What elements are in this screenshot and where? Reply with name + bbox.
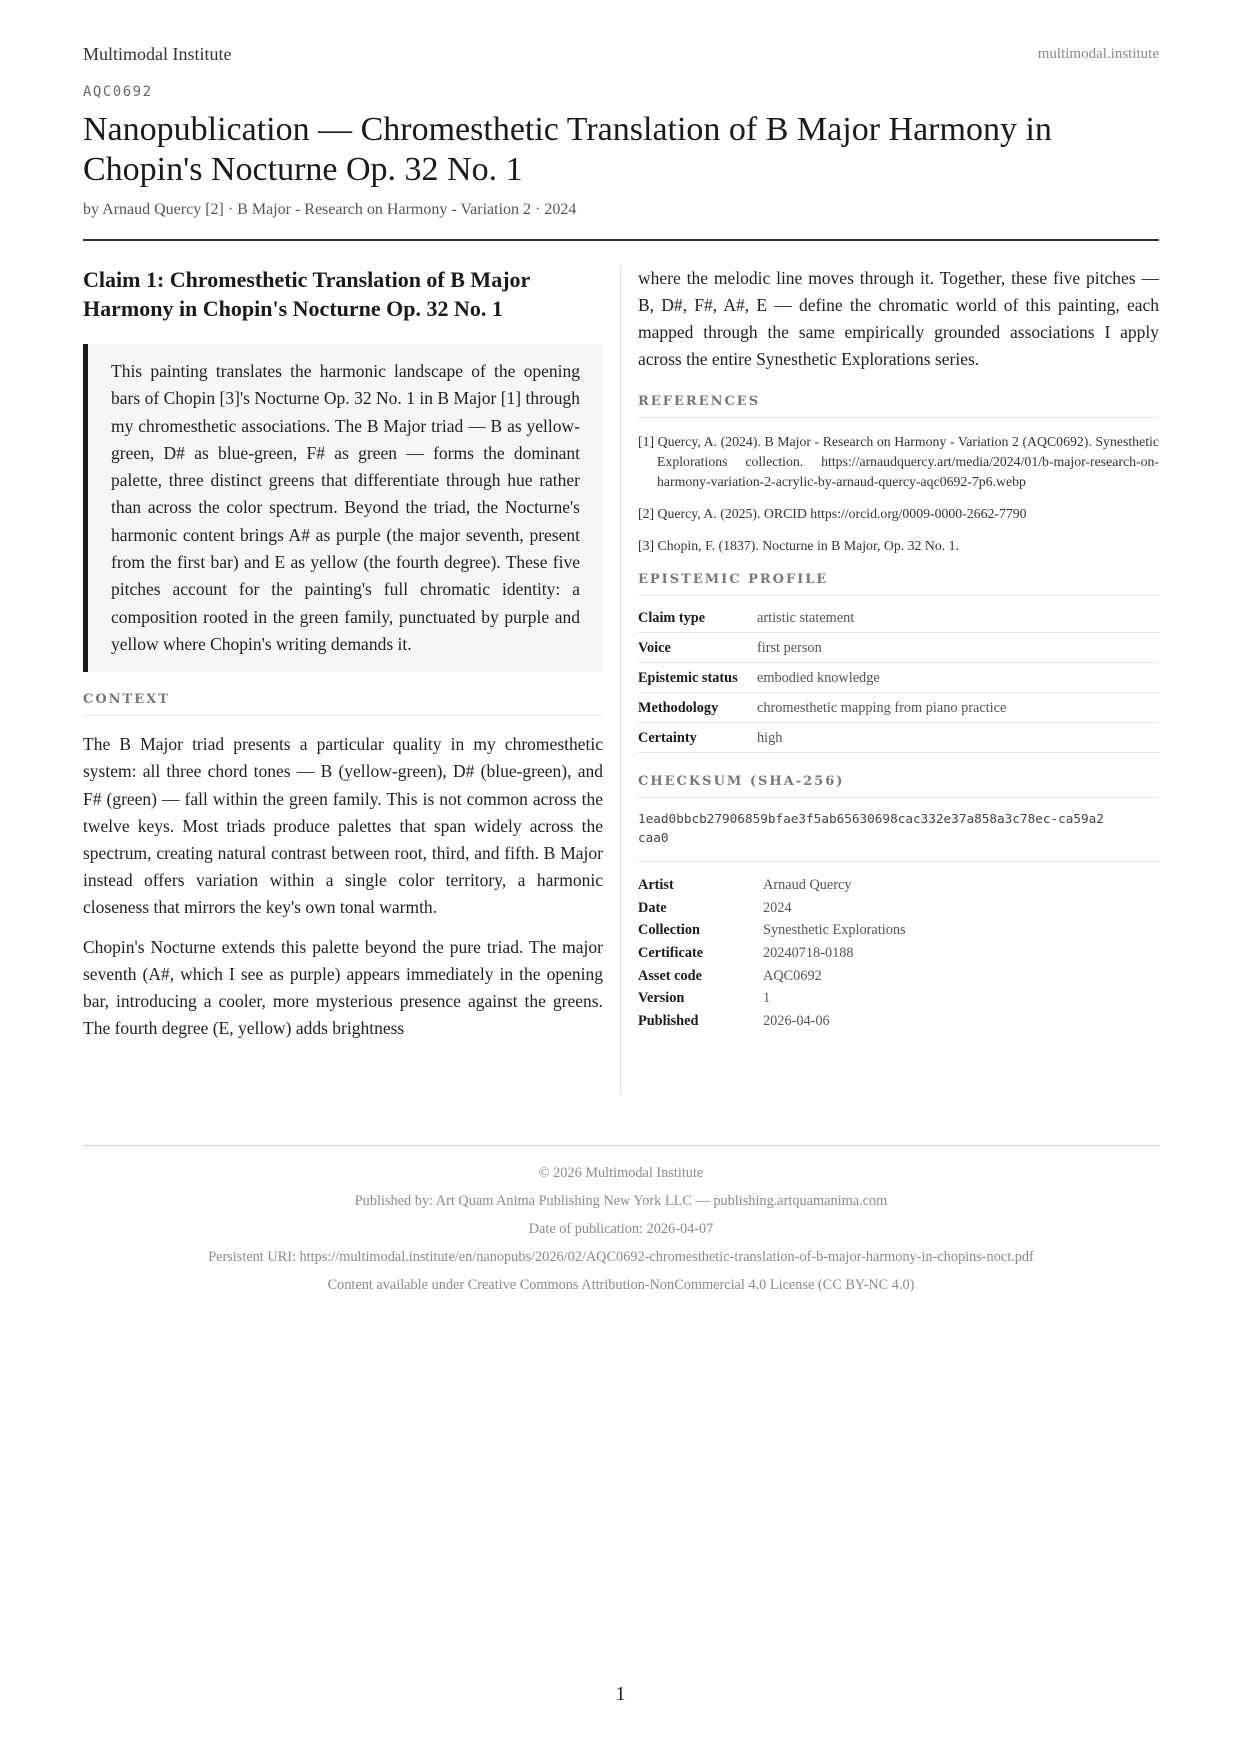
checksum-value: 1ead0bbcb27906859bfae3f5ab65630698cac332e37a858a3c78ec-ca59a2caa0 xyxy=(638,811,1104,845)
metadata-list xyxy=(638,877,1159,1036)
references-list xyxy=(638,432,1159,556)
metadata-value: Arnaud Quercy xyxy=(763,877,852,893)
footer-publication-date: Date of publication: 2026-04-07 xyxy=(528,1221,714,1237)
table-row xyxy=(638,663,1159,693)
metadata-row xyxy=(638,990,1159,1013)
metadata-row xyxy=(638,922,1159,945)
metadata-key: Collection xyxy=(638,922,700,939)
reference-item[interactable]: [2] Quercy, A. (2025). ORCID https://orcid.org/0009-0000-2662-7790 xyxy=(638,506,1027,521)
page-header xyxy=(83,44,1159,68)
metadata-divider xyxy=(638,861,1159,862)
table-row xyxy=(638,633,1159,663)
brand-name: Multimodal Institute xyxy=(83,44,232,64)
metadata-row xyxy=(638,1013,1159,1036)
context-paragraph-2-continued: where the melodic line moves through it. Together, these five pitches — B, D#, F#, A#, E — define the chromatic world of this painting, each mapped through the same empirically grounded associations I apply across the entire Synesthetic Explorations series. xyxy=(638,268,1159,369)
metadata-value: 20240718-0188 xyxy=(763,945,854,962)
checksum-heading: CHECKSUM (SHA-256) xyxy=(638,774,1159,798)
metadata-value: Synesthetic Explorations xyxy=(763,922,906,939)
claim-title: Claim 1: Chromesthetic Translation of B Major Harmony in Chopin's Nocturne Op. 32 No. 1 xyxy=(83,267,530,321)
metadata-value: 2026-04-06 xyxy=(763,1013,830,1030)
claim-blockquote xyxy=(83,344,603,672)
epistemic-value: artistic statement xyxy=(757,603,1159,633)
reference-item[interactable]: [1] Quercy, A. (2024). B Major - Research on Harmony - Variation 2 (AQC0692). Synesthetic Explorations collection. https://arnaudquercy.art/media/2024/01/b-major-research-on-harmony-variation-2-acrylic-by-arnaud-quercy-aqc0692-7p6.webp xyxy=(638,434,1159,489)
footer-license: Content available under Creative Commons Attribution-NonCommercial 4.0 License (CC BY-NC 4.0) xyxy=(327,1277,915,1293)
footer-copyright: © 2026 Multimodal Institute xyxy=(538,1165,704,1181)
metadata-value: AQC0692 xyxy=(763,967,822,984)
column-divider xyxy=(620,265,621,1095)
metadata-row xyxy=(638,877,1159,900)
metadata-row xyxy=(638,900,1159,923)
metadata-key: Version xyxy=(638,990,685,1007)
context-heading: CONTEXT xyxy=(83,692,603,716)
metadata-value: 1 xyxy=(763,990,771,1007)
metadata-key: Published xyxy=(638,1013,699,1030)
table-row xyxy=(638,603,1159,633)
context-paragraph-2: Chopin's Nocturne extends this palette beyond the pure triad. The major seventh (A#, which I see as purple) appears immediately in the opening bar, introducing a cooler, more mysterious presence against the greens. The fourth degree (E, yellow) adds brightness xyxy=(83,936,603,1039)
footer-divider xyxy=(83,1145,1159,1146)
epistemic-value: first person xyxy=(757,633,1159,663)
table-row xyxy=(638,693,1159,723)
references-heading: REFERENCES xyxy=(638,394,1159,418)
site-domain[interactable]: multimodal.institute xyxy=(1037,46,1159,62)
epistemic-key: Voice xyxy=(638,633,757,663)
context-paragraph-1: The B Major triad presents a particular quality in my chromesthetic system: all three chord tones — B (yellow-green), D# (blue-green), and F# (green) — fall within the green family. This is not common across the twelve keys. Most triads produce palettes that span widely across the spectrum, creating natural contrast between root, third, and fifth. B Major instead offers variation within a single color territory, a harmonic closeness that mirrors the key's own tonal warmth. xyxy=(83,734,603,918)
metadata-row xyxy=(638,968,1159,991)
epistemic-profile-heading: EPISTEMIC PROFILE xyxy=(638,572,1159,596)
metadata-key: Certificate xyxy=(638,945,704,962)
page-number: 1 xyxy=(615,1683,626,1705)
epistemic-key: Epistemic status xyxy=(638,663,757,693)
epistemic-key: Methodology xyxy=(638,693,757,723)
footer-publisher[interactable]: Published by: Art Quam Anima Publishing New York LLC — publishing.artquamanima.com xyxy=(354,1193,888,1209)
metadata-key: Artist xyxy=(638,877,674,893)
metadata-row xyxy=(638,945,1159,968)
reference-item: [3] Chopin, F. (1837). Nocturne in B Major, Op. 32 No. 1. xyxy=(638,538,960,553)
header-divider xyxy=(83,239,1159,241)
footer-persistent-uri[interactable]: Persistent URI: https://multimodal.institute/en/nanopubs/2026/02/AQC0692-chromesthetic-translation-of-b-major-harmony-in-chopins-noct.pdf xyxy=(208,1249,1034,1265)
metadata-value: 2024 xyxy=(763,899,792,916)
epistemic-key: Certainty xyxy=(638,723,757,753)
metadata-key: Date xyxy=(638,899,667,916)
metadata-key: Asset code xyxy=(638,967,702,984)
epistemic-value: high xyxy=(757,723,1159,753)
epistemic-key: Claim type xyxy=(638,603,757,633)
page-title: Nanopublication — Chromesthetic Translation of B Major Harmony in Chopin's Nocturne Op. 32 No. 1 xyxy=(83,111,1052,188)
claim-text: This painting translates the harmonic landscape of the opening bars of Chopin [3]'s Nocturne Op. 32 No. 1 in B Major [1] through my chromesthetic associations. The B Major triad — B as yellow-green, D# as blue-green, F# as green — forms the dominant palette, three distinct greens that differentiate through hue rather than across the color spectrum. Beyond the triad, the Nocturne's harmonic content brings A# as purple (the major seventh, present from the first bar) and E as yellow (the fourth degree). These five pitches account for the painting's full chromatic identity: a composition rooted in the green family, punctuated by purple and yellow where Chopin's writing demands it. xyxy=(111,361,580,654)
table-row xyxy=(638,723,1159,753)
left-column xyxy=(83,265,603,1043)
epistemic-value: embodied knowledge xyxy=(757,663,1159,693)
right-column xyxy=(638,265,1159,1036)
byline: by Arnaud Quercy [2] · B Major - Research on Harmony - Variation 2 · 2024 xyxy=(83,201,577,218)
asset-code: AQC0692 xyxy=(83,84,153,100)
epistemic-profile-table xyxy=(638,603,1159,753)
epistemic-value: chromesthetic mapping from piano practice xyxy=(757,693,1159,723)
page-footer xyxy=(83,1163,1159,1303)
